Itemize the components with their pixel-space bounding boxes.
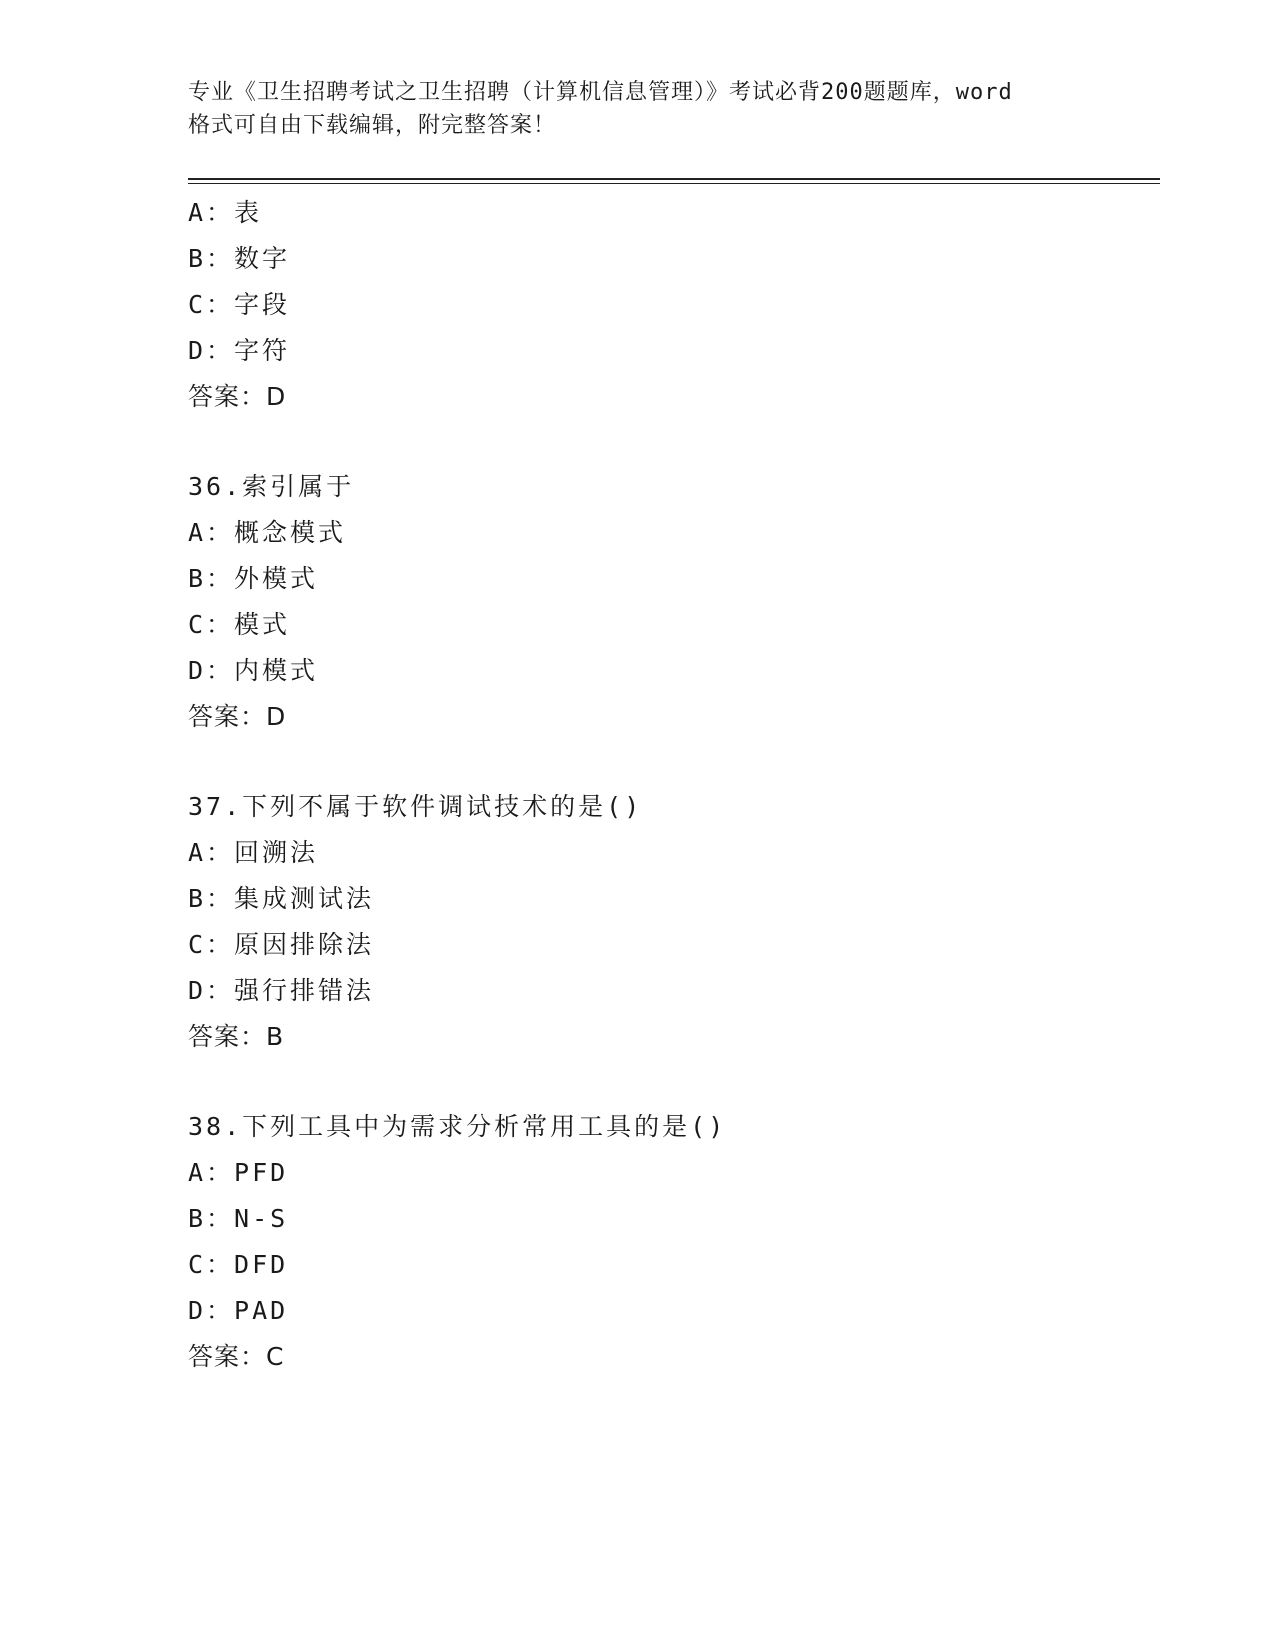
option-a: A：表 bbox=[188, 198, 263, 227]
option-d: D：内模式 bbox=[188, 656, 319, 685]
option-b: B：外模式 bbox=[188, 564, 319, 593]
document-header bbox=[188, 76, 1088, 142]
question-block-35-continued bbox=[188, 190, 1148, 420]
header-divider-thick bbox=[188, 178, 1160, 180]
question-list bbox=[188, 190, 1148, 1380]
answer-line: 答案：D bbox=[188, 702, 287, 731]
option-d: D：强行排错法 bbox=[188, 976, 375, 1005]
option-c: C：DFD bbox=[188, 1250, 289, 1279]
option-c: C：字段 bbox=[188, 290, 291, 319]
question-block-37 bbox=[188, 784, 1148, 1060]
question-stem: 36.索引属于 bbox=[188, 472, 355, 501]
option-b: B：集成测试法 bbox=[188, 884, 375, 913]
question-stem: 38.下列工具中为需求分析常用工具的是() bbox=[188, 1112, 727, 1141]
question-block-38 bbox=[188, 1104, 1148, 1380]
option-b: B：数字 bbox=[188, 244, 291, 273]
question-stem: 37.下列不属于软件调试技术的是() bbox=[188, 792, 643, 821]
option-c: C：模式 bbox=[188, 610, 291, 639]
option-d: D：字符 bbox=[188, 336, 291, 365]
option-a: A：PFD bbox=[188, 1158, 289, 1187]
option-a: A：回溯法 bbox=[188, 838, 319, 867]
answer-line: 答案：C bbox=[188, 1342, 285, 1371]
option-d: D：PAD bbox=[188, 1296, 289, 1325]
header-divider-thin bbox=[188, 183, 1160, 184]
header-line-1: 专业《卫生招聘考试之卫生招聘（计算机信息管理）》考试必背200题题库，word bbox=[188, 80, 1013, 105]
answer-line: 答案：B bbox=[188, 1022, 285, 1051]
option-b: B：N-S bbox=[188, 1204, 289, 1233]
question-block-36 bbox=[188, 464, 1148, 740]
option-c: C：原因排除法 bbox=[188, 930, 375, 959]
option-a: A：概念模式 bbox=[188, 518, 347, 547]
header-line-2: 格式可自由下载编辑，附完整答案！ bbox=[188, 113, 557, 138]
answer-line: 答案：D bbox=[188, 382, 287, 411]
